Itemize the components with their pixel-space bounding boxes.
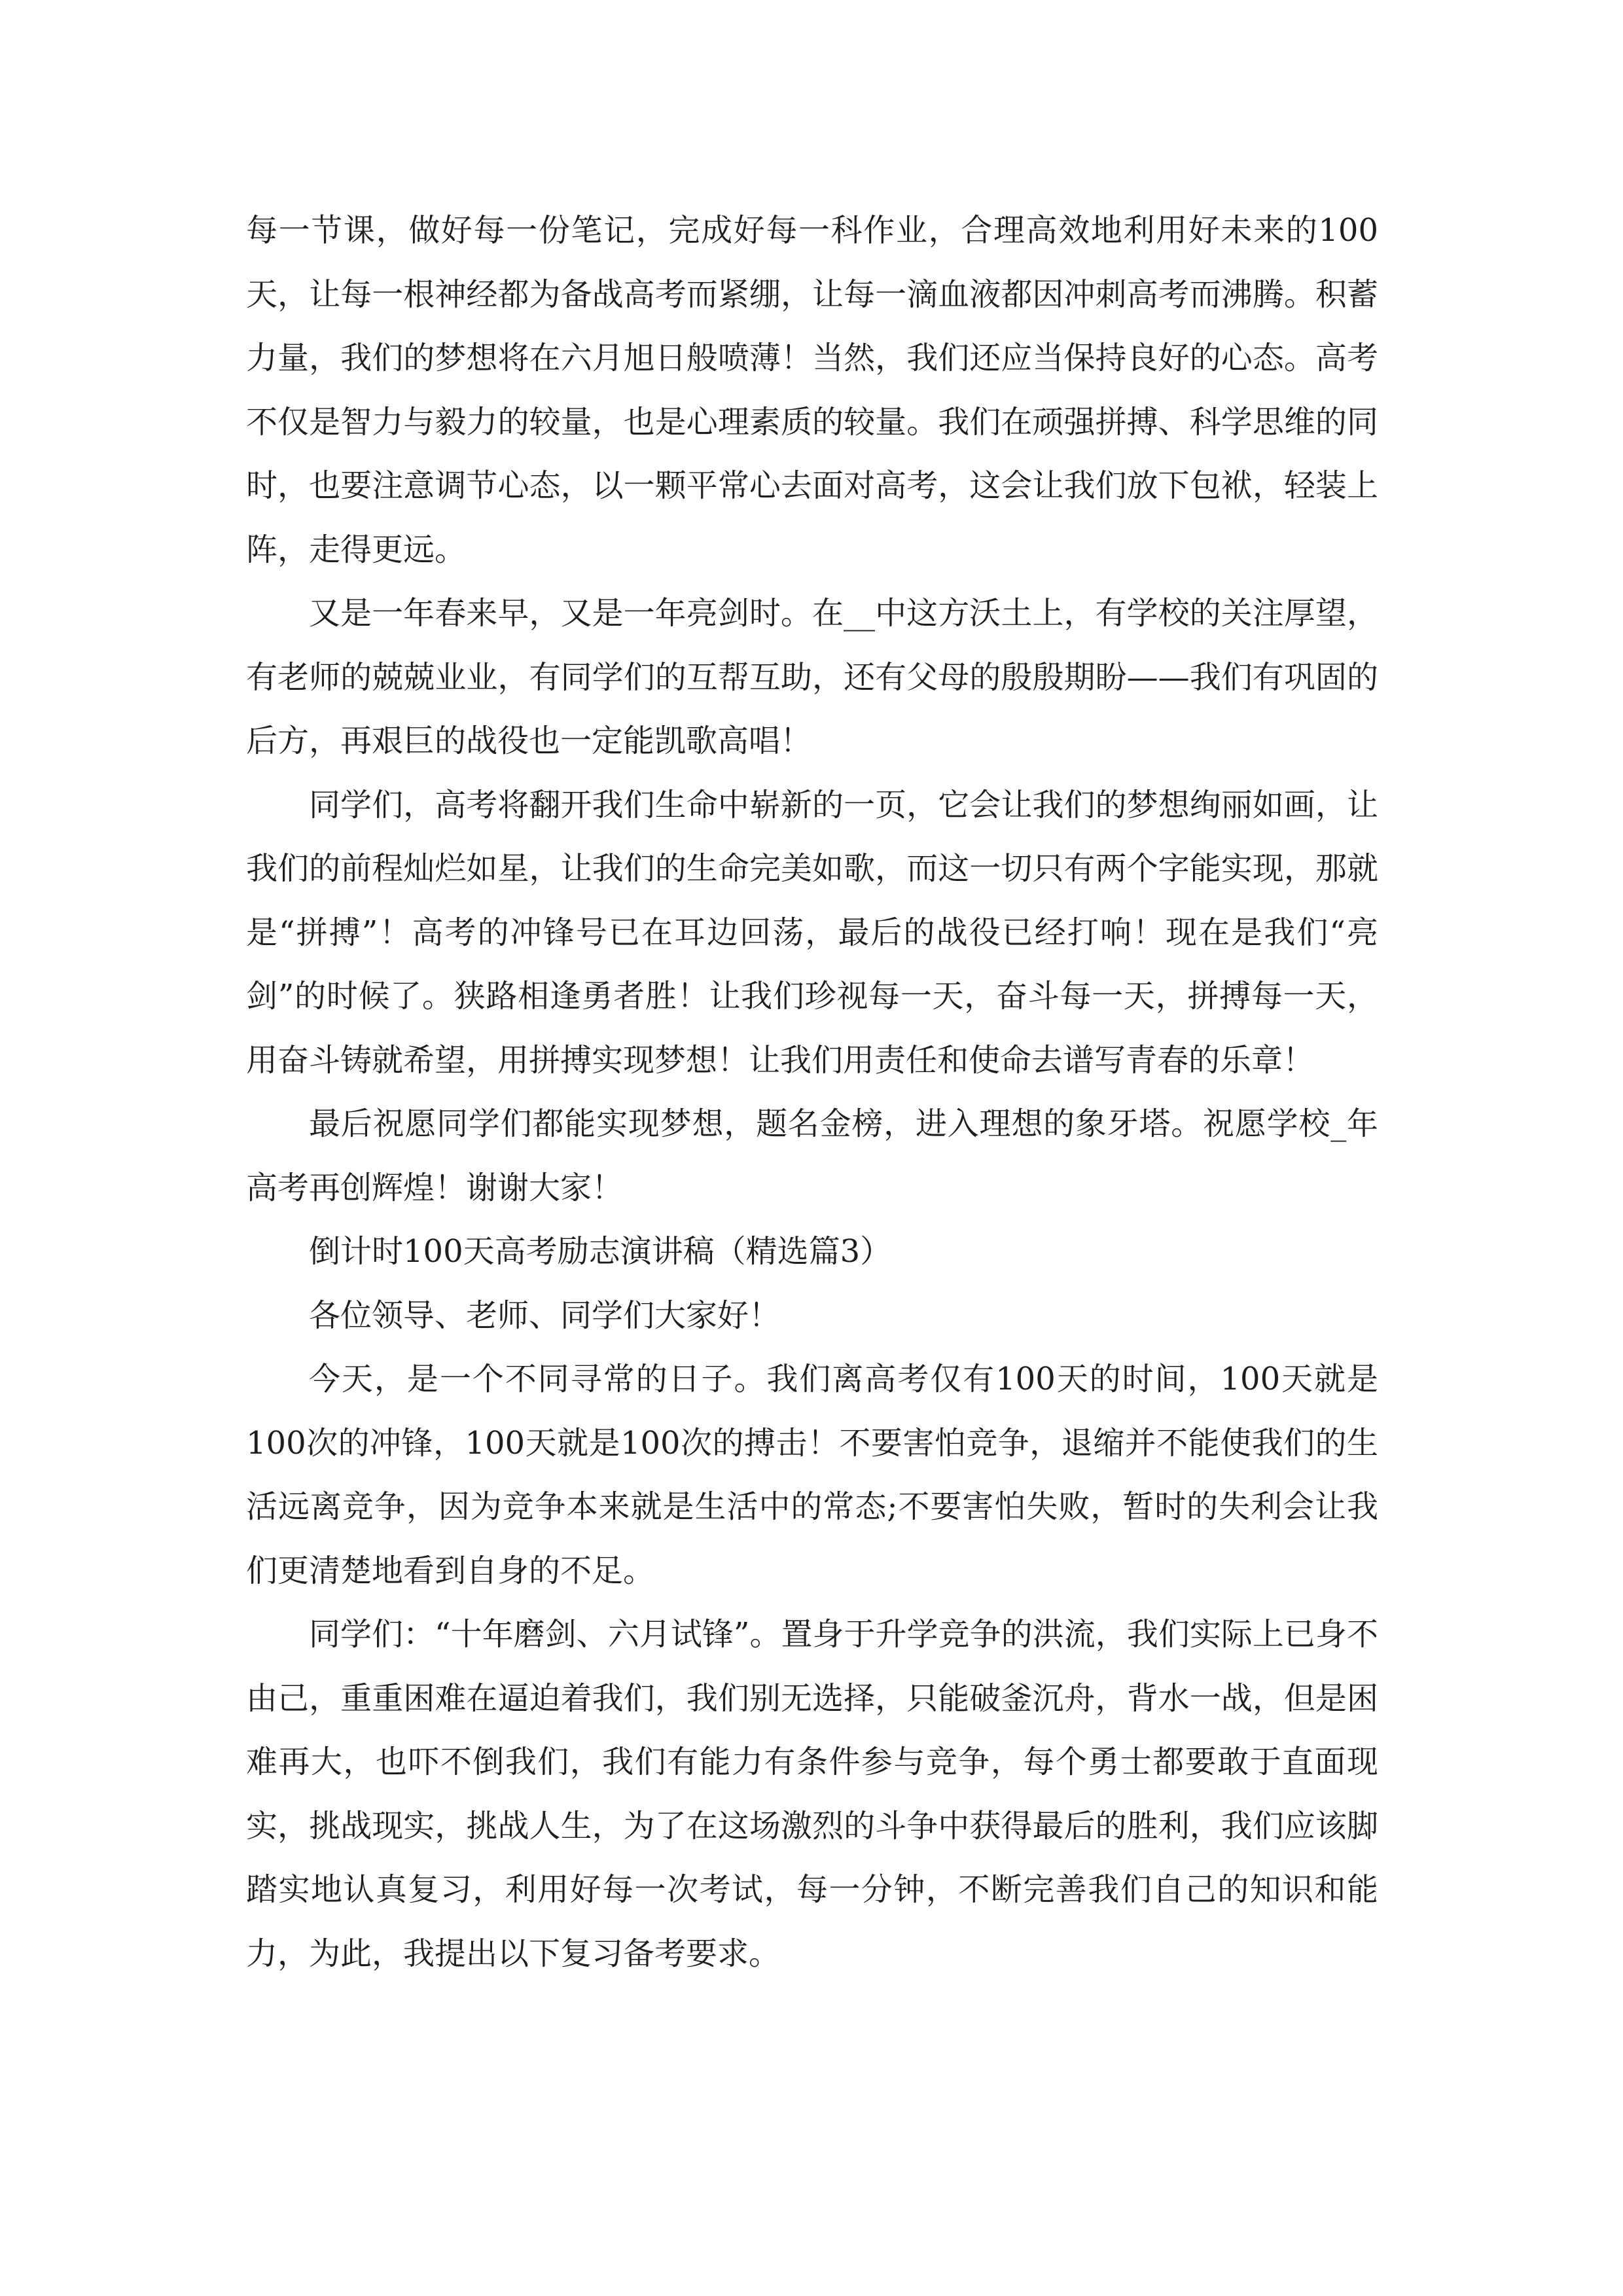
paragraph: 同学们：“十年磨剑、六月试锋”。置身于升学竞争的洪流，我们实际上已身不由己，重重困难在逼迫着我们，我们别无选择，只能破釜沉舟，背水一战，但是困难再大，也吓不倒我们，我们有能力有条件参与竞争，每个勇士都要敢于直面现实，挑战现实，挑战人生，为了在这场激烈的斗争中获得最后的胜利，我们应该脚踏实地认真复习，利用好每一次考试，每一分钟，不断完善我们自己的知识和能力，为此，我提出以下复习备考要求。 [246, 1616, 1378, 1972]
salutation: 各位领导、老师、同学们大家好！ [309, 1297, 781, 1334]
paragraph: 又是一年春来早，又是一年亮剑时。在__中这方沃土上，有学校的关注厚望，有老师的兢兢业业，有同学们的互帮互助，还有父母的殷殷期盼——我们有巩固的后方，再艰巨的战役也一定能凯歌高唱！ [246, 595, 1378, 759]
document-body [246, 199, 1378, 1986]
paragraph: 今天，是一个不同寻常的日子。我们离高考仅有100天的时间，100天就是100次的冲锋，100天就是100次的搏击！不要害怕竞争，退缩并不能使我们的生活远离竞争，因为竞争本来就是生活中的常态;不要害怕失败，暂时的失利会让我们更清楚地看到自身的不足。 [246, 1361, 1378, 1589]
section-heading: 倒计时100天高考励志演讲稿（精选篇3） [309, 1233, 892, 1270]
paragraph: 最后祝愿同学们都能实现梦想，题名金榜，进入理想的象牙塔。祝愿学校_年高考再创辉煌！谢谢大家！ [246, 1105, 1378, 1206]
paragraph: 同学们，高考将翻开我们生命中崭新的一页，它会让我们的梦想绚丽如画，让我们的前程灿烂如星，让我们的生命完美如歌，而这一切只有两个字能实现，那就是“拼搏”！高考的冲锋号已在耳边回荡，最后的战役已经打响！现在是我们“亮剑”的时候了。狭路相逢勇者胜！让我们珍视每一天，奋斗每一天，拼搏每一天，用奋斗铸就希望，用拼搏实现梦想！让我们用责任和使命去谱写青春的乐章！ [246, 786, 1378, 1079]
paragraph-continued: 每一节课，做好每一份笔记，完成好每一科作业，合理高效地利用好未来的100天，让每一根神经都为备战高考而紧绷，让每一滴血液都因冲刺高考而沸腾。积蓄力量，我们的梦想将在六月旭日般喷薄！当然，我们还应当保持良好的心态。高考不仅是智力与毅力的较量，也是心理素质的较量。我们在顽强拼搏、科学思维的同时，也要注意调节心态，以一颗平常心去面对高考，这会让我们放下包袱，轻装上阵，走得更远。 [246, 212, 1378, 568]
